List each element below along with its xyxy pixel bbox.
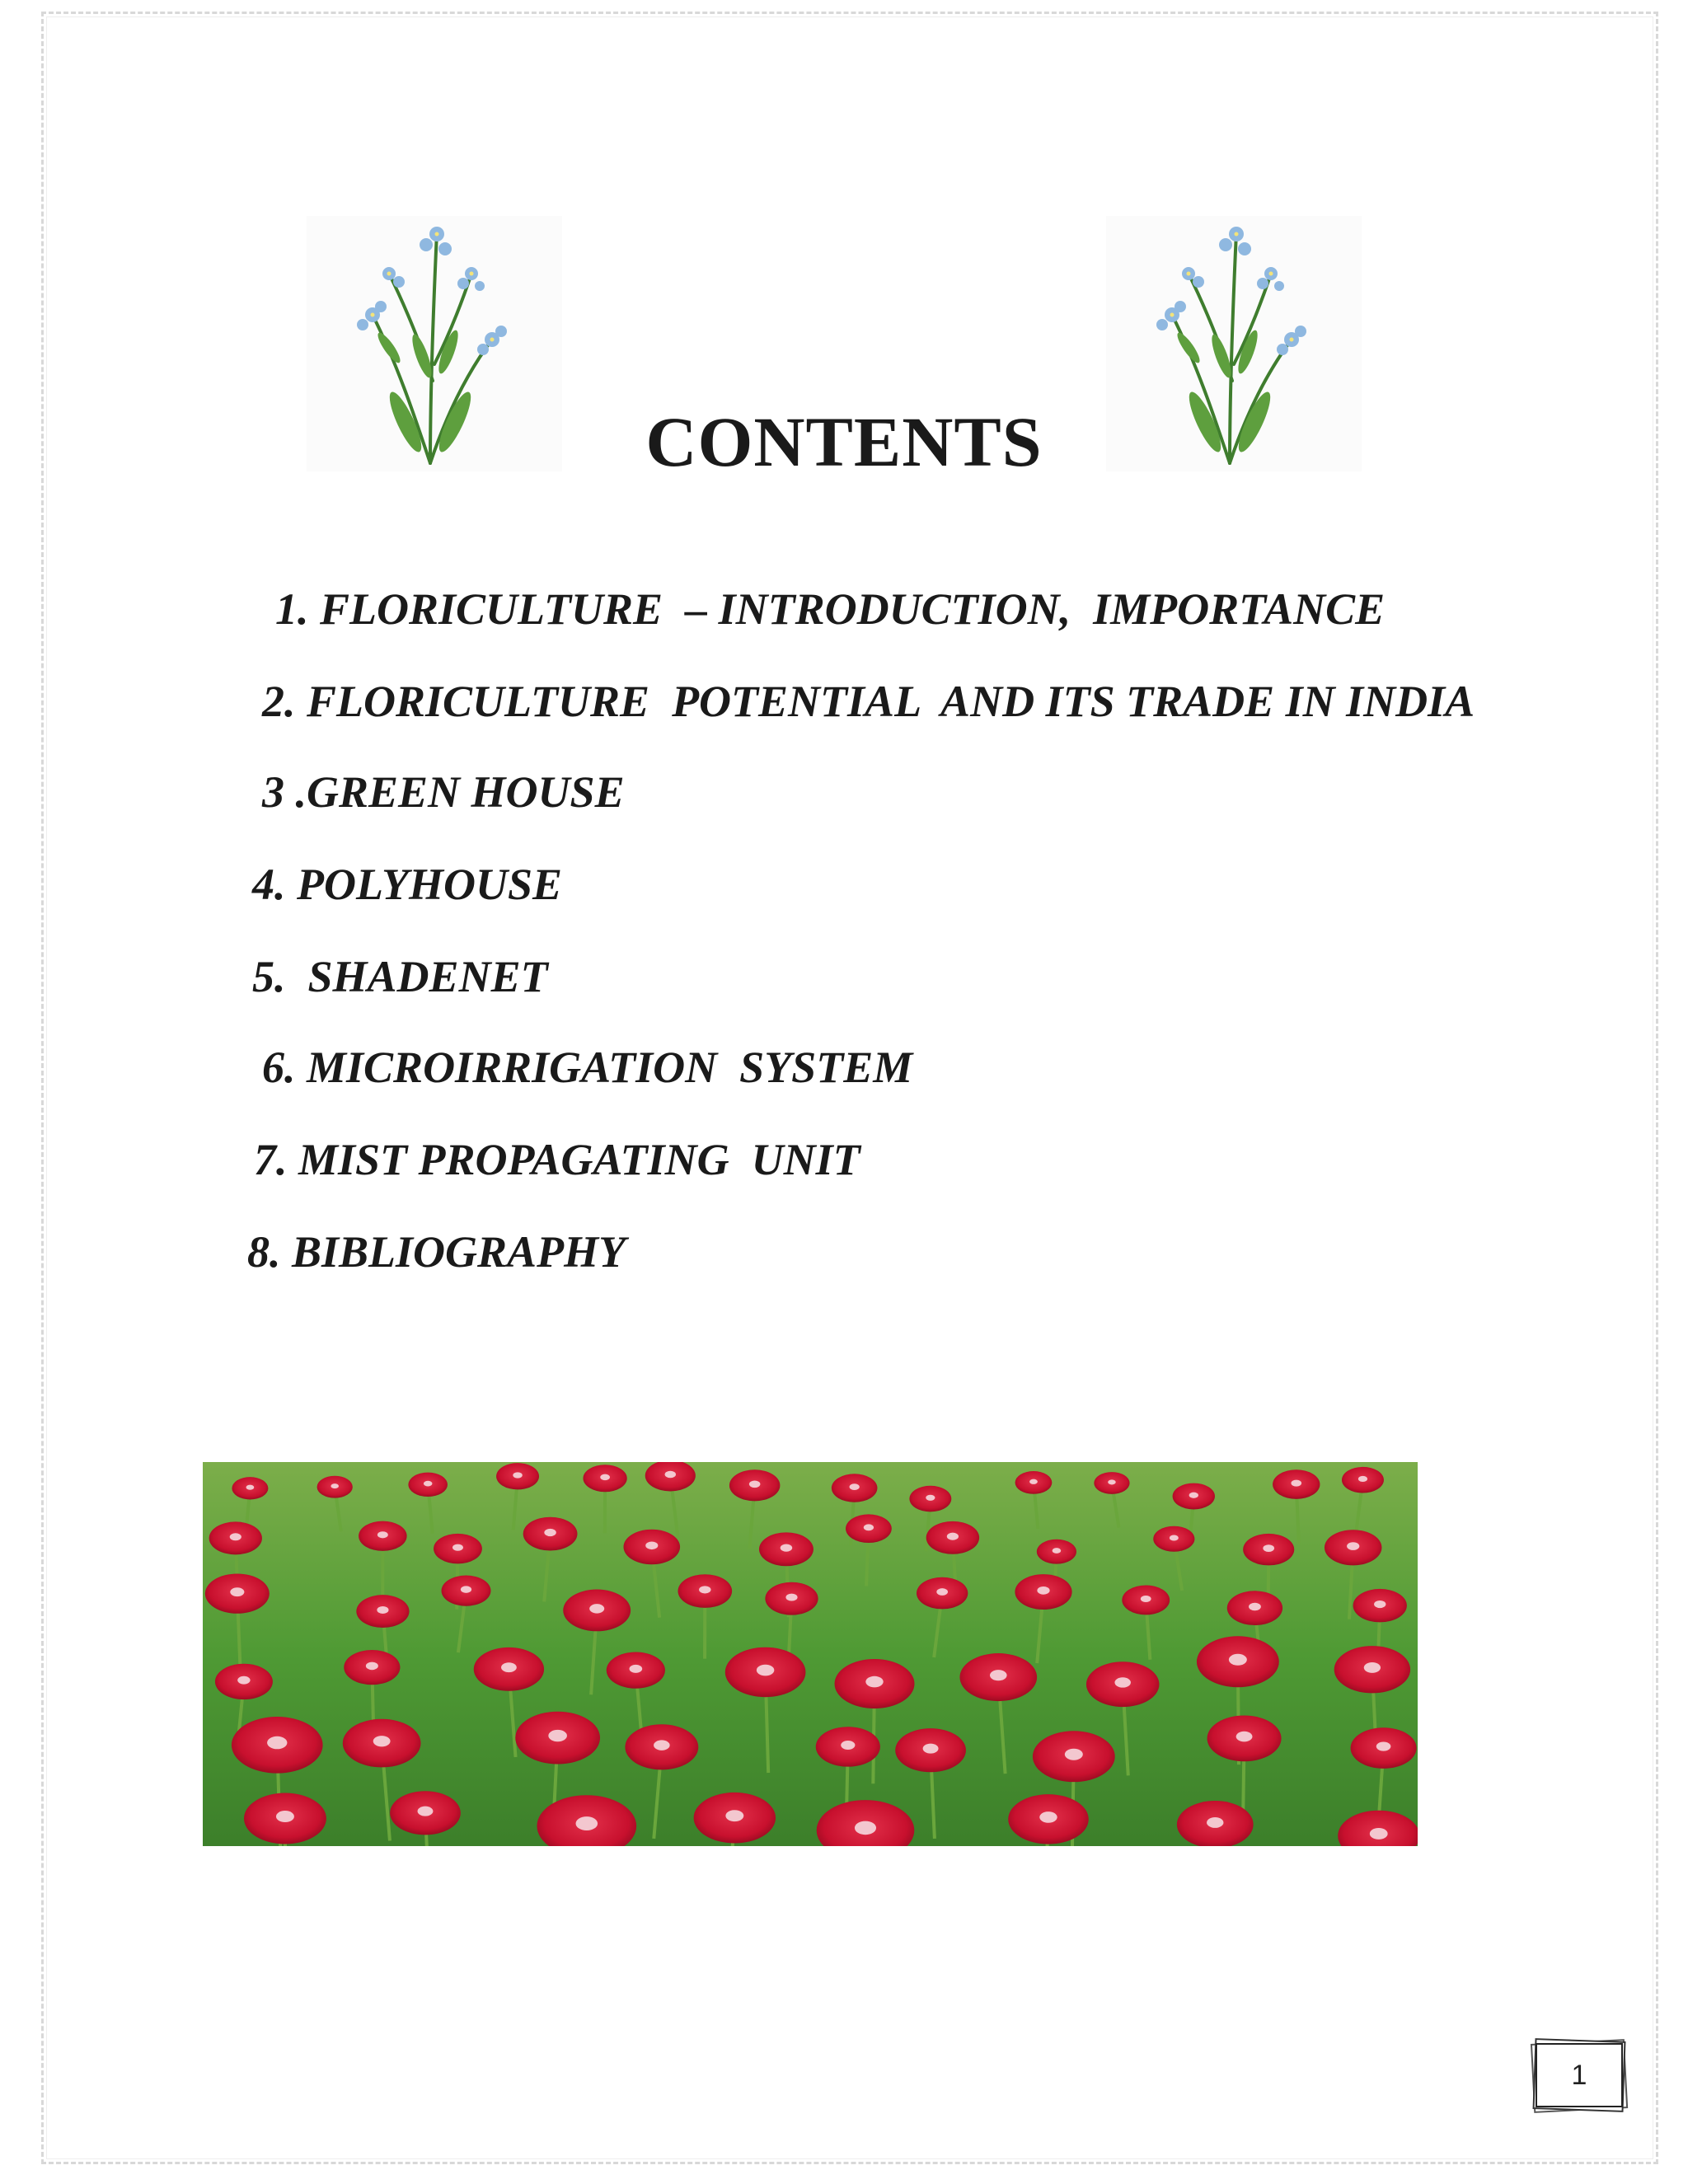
red-daisy-field-image	[203, 1462, 1418, 1846]
toc-item-6: 6. MICROIRRIGATION SYSTEM	[262, 1043, 913, 1092]
page-number: 1	[1571, 2059, 1587, 2091]
toc-item-1: 1. FLORICULTURE – INTRODUCTION, IMPORTANCE	[275, 584, 1386, 634]
toc-item-7: 7. MIST PROPAGATING UNIT	[254, 1135, 860, 1184]
toc-item-4: 4. POLYHOUSE	[252, 860, 562, 909]
toc-item-3: 3 .GREEN HOUSE	[262, 767, 625, 817]
page-title: CONTENTS	[645, 402, 1043, 481]
toc-item-8: 8. BIBLIOGRAPHY	[247, 1227, 626, 1277]
toc-item-2: 2. FLORICULTURE POTENTIAL AND ITS TRADE IN INDIA	[262, 677, 1475, 726]
toc-item-5: 5. SHADENET	[252, 952, 548, 1001]
